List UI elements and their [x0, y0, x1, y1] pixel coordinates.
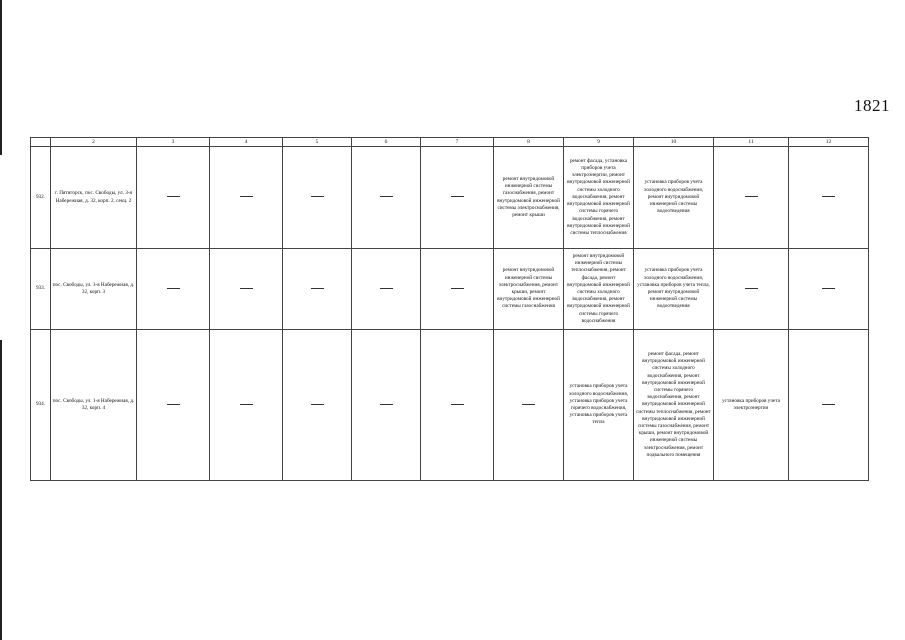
work-cell-col9 [564, 147, 634, 249]
row-number: 932. [31, 147, 51, 249]
table-row [31, 330, 869, 481]
empty-cell [210, 147, 283, 249]
dash-mark [311, 196, 324, 197]
column-number: 2 [51, 138, 137, 147]
work-cell-col8 [494, 249, 564, 330]
dash-mark [451, 288, 464, 289]
dash-mark [167, 196, 180, 197]
work-cell-col9 [564, 249, 634, 330]
work-text: ремонт внутридомовой инженерной системы газоснабжения, ремонт внутридомовой инженерной системы электроснабжения, ремонт крыши [497, 175, 560, 218]
empty-cell [210, 249, 283, 330]
empty-cell [210, 330, 283, 481]
scan-margin-line-top [0, 0, 2, 155]
column-number: 7 [421, 138, 494, 147]
empty-cell [421, 147, 494, 249]
empty-cell [137, 249, 210, 330]
dash-mark [311, 404, 324, 405]
work-cell-col10 [634, 330, 714, 481]
dash-mark [380, 288, 393, 289]
work-cell-col10 [634, 249, 714, 330]
empty-cell [137, 330, 210, 481]
column-number: 3 [137, 138, 210, 147]
column-number: 6 [352, 138, 421, 147]
empty-cell [421, 330, 494, 481]
dash-mark [167, 404, 180, 405]
empty-cell [421, 249, 494, 330]
column-number: 5 [283, 138, 352, 147]
work-cell-col11 [714, 330, 789, 481]
empty-cell [714, 249, 789, 330]
table-row [31, 249, 869, 330]
dash-mark [167, 288, 180, 289]
dash-mark [822, 404, 835, 405]
column-number: 9 [564, 138, 634, 147]
work-text: ремонт внутридомовой инженерной системы теплоснабжения, ремонт фасада, ремонт внутридомовой инженерной системы холодного водоснабжения, ремонт внутридомовой инженерной системы горячего водоснабжения [567, 252, 630, 324]
empty-cell [352, 330, 421, 481]
dash-mark [240, 404, 253, 405]
empty-cell [789, 147, 869, 249]
dash-mark [822, 288, 835, 289]
table-row [31, 147, 869, 249]
work-text: установка приборов учета холодного водоснабжения, установка приборов учета тепла, ремонт внутридомовой инженерной системы водоотведения [637, 267, 710, 310]
dash-mark [451, 196, 464, 197]
column-number: 8 [494, 138, 564, 147]
dash-mark [522, 404, 535, 405]
page-number: 1821 [854, 96, 890, 115]
empty-cell [283, 249, 352, 330]
work-cell-col10 [634, 147, 714, 249]
dash-mark [745, 196, 758, 197]
empty-cell [283, 147, 352, 249]
column-number-row [31, 138, 869, 147]
row-number: 934. [31, 330, 51, 481]
empty-cell [137, 147, 210, 249]
empty-cell [494, 330, 564, 481]
dash-mark [745, 288, 758, 289]
row-number: 933. [31, 249, 51, 330]
address-cell: г. Пятигорск, пос. Свободы, ул. 3-я Набережная, д. 32, корп. 2, секц. 2 [51, 147, 137, 249]
address-cell: пос. Свободы, ул. 3-я Набережная, д. 32, корп. 3 [51, 249, 137, 330]
dash-mark [822, 196, 835, 197]
work-text: ремонт фасада, установка приборов учета электроэнергии, ремонт внутридомовой инженерной системы холодного водоснабжения, ремонт внутридомовой инженерной системы горячего водоснабжения, ремонт внутридомовой инженерной системы теплоснабжения [567, 157, 630, 236]
dash-mark [240, 288, 253, 289]
column-number: 12 [789, 138, 869, 147]
column-number: 11 [714, 138, 789, 147]
empty-cell [283, 330, 352, 481]
work-text: ремонт внутридомовой инженерной системы электроснабжения, ремонт крыши, ремонт внутридомовой инженерной системы газоснабжения [497, 267, 560, 310]
dash-mark [451, 404, 464, 405]
column-number: 4 [210, 138, 283, 147]
address-cell: пос. Свободы, ул. 1-я Набережная, д. 32, корп. 4 [51, 330, 137, 481]
work-cell-col8 [494, 147, 564, 249]
work-text: установка приборов учета холодного водоснабжения, установка приборов учета горячего водоснабжения, установка приборов учета тепла [568, 383, 629, 426]
work-cell-col9 [564, 330, 634, 481]
scan-margin-line-bottom [0, 340, 2, 640]
dash-mark [311, 288, 324, 289]
dash-mark [380, 196, 393, 197]
empty-cell [352, 249, 421, 330]
empty-cell [789, 330, 869, 481]
work-text: установка приборов учета холодного водоснабжения, ремонт внутридомовой инженерной системы водоотведения [643, 179, 704, 215]
dash-mark [380, 404, 393, 405]
empty-cell [789, 249, 869, 330]
repair-program-table [30, 137, 869, 481]
empty-cell [714, 147, 789, 249]
empty-cell [352, 147, 421, 249]
column-number [31, 138, 51, 147]
work-text: установка приборов учета электроэнергии [722, 397, 780, 411]
work-text: ремонт фасада, ремонт внутридомовой инженерной системы холодного водоснабжения, ремонт внутридомовой инженерной системы горячего водоснабжения, ремонт внутридомовой инженерной системы теплоснабжения, ремонт внутридомовой инженерной системы газоснабжения, ремонт крыши, ремонт внутридомовой инженерной системы электроснабжения, ремонт подвального помещения [636, 350, 711, 458]
column-number: 10 [634, 138, 714, 147]
dash-mark [240, 196, 253, 197]
